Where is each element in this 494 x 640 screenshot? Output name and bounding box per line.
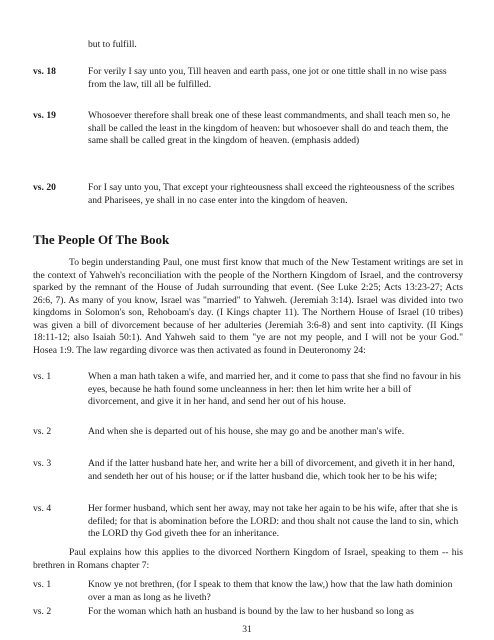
verse-text: Know ye not brethren, (for I speak to them that know the law,) how that the law hath dominion over a man as long as he liveth? [88,579,453,603]
verse-block [33,110,463,148]
verse-reference: vs. 2 [33,426,52,437]
verse-reference: vs. 1 [33,371,52,382]
verse-block [33,182,463,207]
verse-reference: vs. 2 [33,606,52,617]
verse-text: For the woman which hath an husband is bound by the law to her husband so long as [88,606,414,617]
verse-block [33,503,463,541]
verse-block [33,426,463,439]
verse-reference: vs. 19 [33,110,56,121]
verse-text: When a man hath taken a wife, and married her, and it come to pass that she find no favour in his eyes, because he hath found some uncleanness in her: then let him write her a bill of divorcement, and give it in her hand, and send her out of his house. [88,371,461,407]
verse-text: For I say unto you, That except your righteousness shall exceed the righteousness of the scribes and Pharisees, ye shall in no case enter into the kingdom of heaven. [88,182,455,206]
section-heading: The People Of The Book [33,232,170,247]
verse-block [33,606,463,619]
body-paragraph: To begin understanding Paul, one must first know that much of the New Testament writings are set in the context of Yahweh's reconciliation with the people of the Northern Kingdom of Israel, and the controversy sparked by the remnant of the House of Judah surrounding that event. (See Luke 2:25; Acts 13:23-27; Acts 26:6, 7). As many of you know, Israel was "married" to Yahweh. (Jeremiah 3:14). Israel was divided into two kingdoms in Solomon's son, Rehoboam's day. (I Kings chapter 11). The Northern House of Israel (10 tribes) was given a bill of divorcement because of her adulteries (Jeremiah 3:6-8) and sent into captivity. (II Kings 18:11-12; also Isaiah 50:1). And Yahweh said to them "ye are not my people, and I will not be your God." Hosea 1:9. The law regarding divorce was then activated as found in Deuteronomy 24: [33,257,463,356]
verse-text: Her former husband, which sent her away, may not take her again to be his wife, after that she is defiled; for that is abomination before the LORD: and thou shalt not cause the land to sin, which the LORD thy God giveth thee for an inheritance. [88,503,459,539]
page-number: 31 [242,624,252,635]
verse-block [33,458,463,483]
verse-reference: vs. 1 [33,579,52,590]
verse-continuation: but to fulfill. [88,39,137,50]
verse-block [33,66,463,91]
verse-text: And if the latter husband hate her, and write her a bill of divorcement, and giveth it in her hand, and sendeth her out of his house; or if the latter husband die, which took her to be his wife; [88,458,455,482]
verse-text: And when she is departed out of his house, she may go and be another man's wife. [88,426,405,437]
verse-reference: vs. 18 [33,66,56,77]
verse-reference: vs. 3 [33,458,52,469]
verse-text: For verily I say unto you, Till heaven and earth pass, one jot or one tittle shall in no wise pass from the law, till all be fulfilled. [88,66,447,90]
body-paragraph: Paul explains how this applies to the divorced Northern Kingdom of Israel, speaking to them -- his brethren in Romans chapter 7: [33,547,463,571]
verse-reference: vs. 20 [33,182,56,193]
verse-text: Whosoever therefore shall break one of these least commandments, and shall teach men so, he shall be called the least in the kingdom of heaven: but whosoever shall do and teach them, the same shall be called great in the kingdom of heaven. (emphasis added) [88,110,451,146]
verse-block [33,579,463,604]
verse-block [33,371,463,409]
verse-reference: vs. 4 [33,503,52,514]
